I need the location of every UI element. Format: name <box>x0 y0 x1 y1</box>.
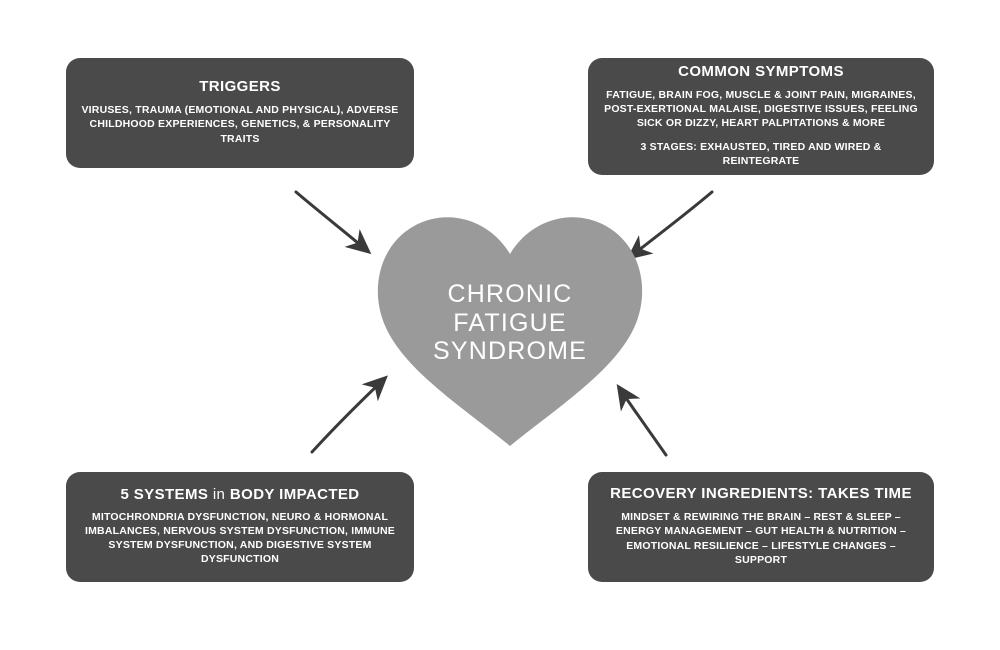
box-recovery-ingredients[interactable] <box>588 472 934 582</box>
box-systems-impacted-body: MITOCHRONDRIA DYSFUNCTION, NEURO & HORMONAL IMBALANCES, NERVOUS SYSTEM DYSFUNCTION, IMMUNE SYSTEM DYSFUNCTION, AND DIGESTIVE SYSTEM DYSFUNCTION <box>84 510 396 566</box>
box-recovery-ingredients-body: MINDSET & REWIRING THE BRAIN – REST & SLEEP – ENERGY MANAGEMENT – GUT HEALTH & NUTRITION – EMOTIONAL RESILIENCE – LIFESTYLE CHANGES – SUPPORT <box>615 511 907 566</box>
box-common-symptoms-stages: 3 STAGES: EXHAUSTED, TIRED AND WIRED & REINTEGRATE <box>640 140 882 167</box>
box-common-symptoms[interactable] <box>588 58 934 175</box>
box-systems-impacted-title-thin: in <box>212 485 226 503</box>
box-systems-impacted[interactable] <box>66 472 414 582</box>
box-recovery-ingredients-title: RECOVERY INGREDIENTS: TAKES TIME <box>610 485 912 503</box>
box-triggers-title: TRIGGERS <box>199 78 281 96</box>
box-common-symptoms-title: COMMON SYMPTOMS <box>678 63 844 81</box>
box-common-symptoms-body: FATIGUE, BRAIN FOG, MUSCLE & JOINT PAIN, MIGRAINES, POST-EXERTIONAL MALAISE, DIGESTIVE ISSUES, FEELING SICK OR DIZZY, HEART PALPITATIONS & MORE <box>604 89 918 130</box>
box-triggers[interactable] <box>66 58 414 168</box>
box-systems-impacted-title-part2: BODY IMPACTED <box>229 485 360 503</box>
center-label-line-1: CHRONIC <box>447 280 573 308</box>
center-label <box>380 280 640 366</box>
box-triggers-body: VIRUSES, TRAUMA (EMOTIONAL AND PHYSICAL), ADVERSE CHILDHOOD EXPERIENCES, GENETICS, & PERSONALITY TRAITS <box>81 104 399 145</box>
box-systems-impacted-title-part1: 5 SYSTEMS <box>120 485 209 503</box>
center-label-line-2: FATIGUE <box>453 308 567 337</box>
box-systems-impacted-title <box>120 486 359 503</box>
arrow-triggers-to-center <box>296 192 364 248</box>
center-label-line-3: SYNDROME <box>432 337 588 365</box>
